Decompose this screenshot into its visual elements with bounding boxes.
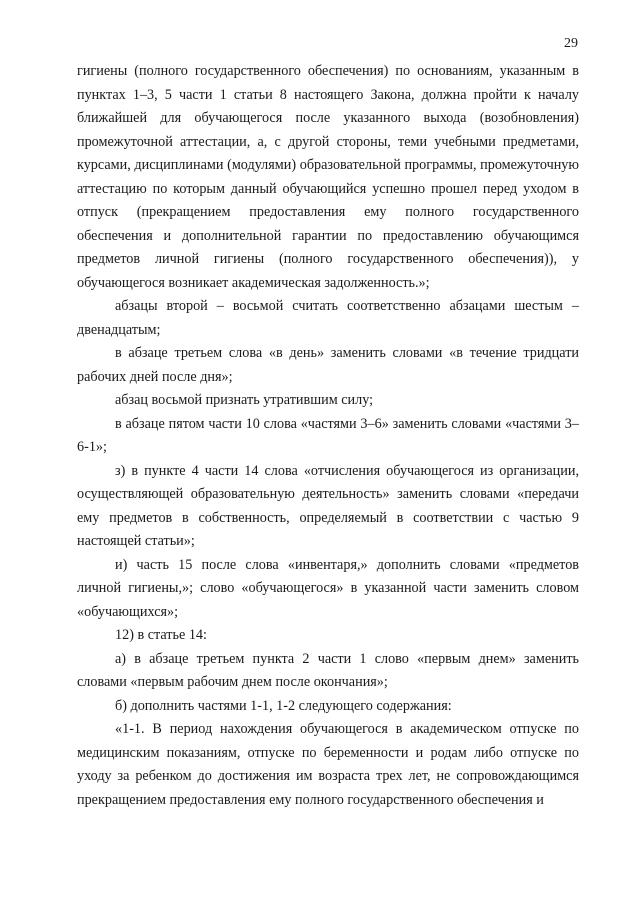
paragraph-continuation: гигиены (полного государственного обеспечения) по основаниям, указанным в пунктах 1–3, 5 части 1 статьи 8 настоящего Закона, должна пройти к началу ближайшей для обучающегося после указанного выхода (возобновления) промежуточной аттестации, а, с другой стороны, теми учебными предметами, курсами, дисциплинами (модулями) образовательной программы, промежуточную аттестацию по которым данный обучающийся успешно прошел перед уходом в отпуск (прекращением предоставления ему полного государственного обеспечения и дополнительной гарантии по предоставлению обучающимся предметов личной гигиены (полного государственного обеспечения)), у обучающегося возникает академическая задолженность.»; — [77, 63, 579, 291]
paragraph: а) в абзаце третьем пункта 2 части 1 слово «первым днем» заменить словами «первым рабочим днем после окончания»; — [77, 650, 579, 690]
paragraph: в абзаце третьем слова «в день» заменить словами «в течение тридцати рабочих дней после дня»; — [77, 345, 579, 385]
paragraph: 12) в статье 14: — [115, 627, 207, 643]
paragraph: з) в пункте 4 части 14 слова «отчисления обучающегося из организации, осуществляющей образовательную деятельность» заменить словами «передачи ему предметов в собственность, определяемый в соответствии с частью 9 настоящей статьи»; — [77, 462, 579, 549]
paragraph: и) часть 15 после слова «инвентаря,» дополнить словами «предметов личной гигиены,»; слово «обучающегося» в указанной части заменить словом «обучающихся»; — [77, 556, 579, 620]
paragraph: «1-1. В период нахождения обучающегося в академическом отпуске по медицинским показаниям, отпуске по беременности и родам либо отпуске по уходу за ребенком до достижения им возраста трех лет, не сопровождающимся прекращением предоставления ему полного государственного обеспечения и — [77, 721, 579, 808]
paragraph: абзацы второй – восьмой считать соответственно абзацами шестым – двенадцатым; — [77, 298, 579, 338]
paragraph: в абзаце пятом части 10 слова «частями 3–6» заменить словами «частями 3–6-1»; — [77, 415, 579, 455]
paragraph: б) дополнить частями 1-1, 1-2 следующего содержания: — [115, 697, 452, 714]
document-body — [77, 60, 579, 812]
page-number: 29 — [564, 36, 578, 51]
paragraph: абзац восьмой признать утратившим силу; — [115, 392, 374, 408]
